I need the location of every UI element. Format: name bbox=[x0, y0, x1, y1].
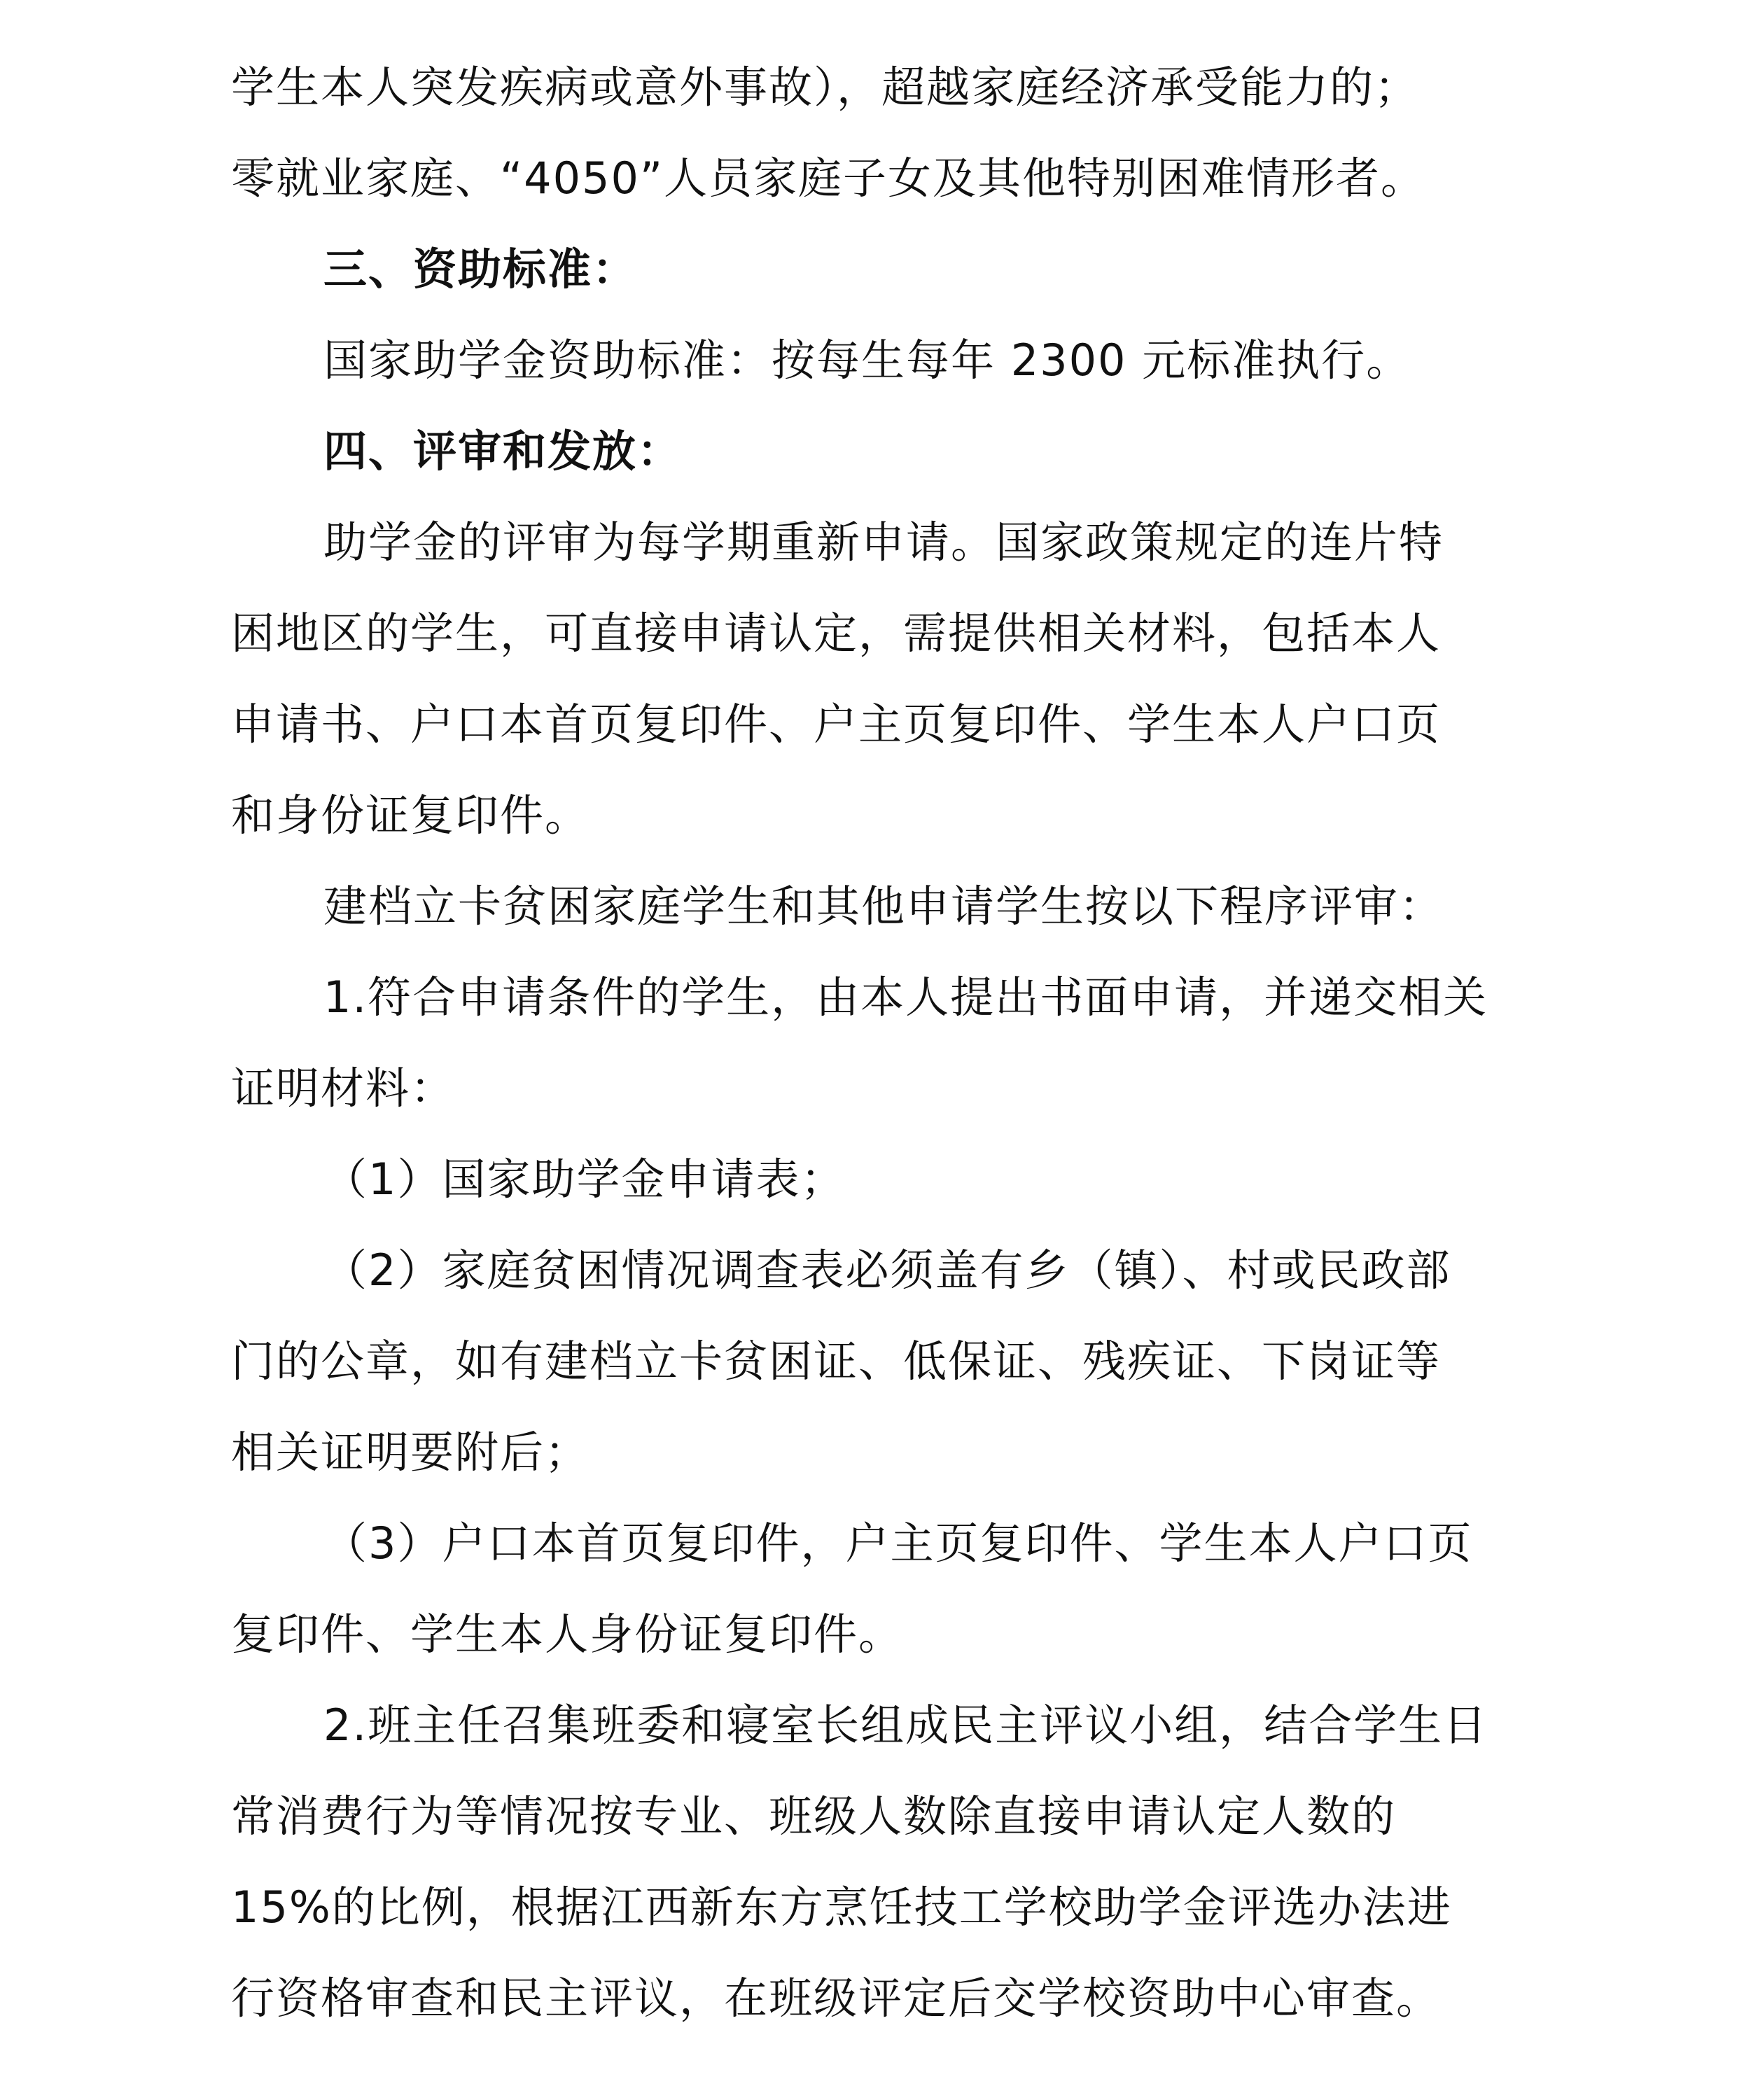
text-line: 相关证明要附后； bbox=[231, 1427, 590, 1478]
text-line: 零就业家庭、“4050”人员家庭子女及其他特别困难情形者。 bbox=[231, 153, 1426, 204]
text-line: 门的公章，如有建档立卡贫困证、低保证、残疾证、下岗证等 bbox=[231, 1336, 1442, 1387]
text-line: 2.班主任召集班委和寝室长组成民主评议小组，结合学生日 bbox=[323, 1700, 1488, 1751]
section-heading-funding-standard: 三、资助标准： bbox=[323, 244, 638, 295]
text-line: 1.符合申请条件的学生，由本人提出书面申请，并递交相关 bbox=[323, 972, 1488, 1023]
text-line: 15%的比例，根据江西新东方烹饪技工学校助学金评选办法进 bbox=[231, 1882, 1452, 1933]
text-line: 常消费行为等情况按专业、班级人数除直接申请认定人数的 bbox=[231, 1791, 1397, 1842]
text-line: 助学金的评审为每学期重新申请。国家政策规定的连片特 bbox=[323, 517, 1444, 568]
list-item: （3）户口本首页复印件，户主页复印件、学生本人户口页 bbox=[323, 1518, 1473, 1569]
text-line: 申请书、户口本首页复印件、户主页复印件、学生本人户口页 bbox=[231, 699, 1442, 750]
text-line: 行资格审查和民主评议，在班级评定后交学校资助中心审查。 bbox=[231, 1973, 1442, 2024]
document-page bbox=[231, 42, 1533, 2044]
text-line: 学生本人突发疾病或意外事故），超越家庭经济承受能力的； bbox=[231, 62, 1420, 113]
list-item: （2）家庭贫困情况调查表必须盖有乡（镇）、村或民政部 bbox=[323, 1245, 1451, 1296]
text-line: 证明材料： bbox=[231, 1063, 456, 1114]
text-line: 复印件、学生本人身份证复印件。 bbox=[231, 1609, 904, 1660]
text-line: 困地区的学生，可直接申请认定，需提供相关材料，包括本人 bbox=[231, 608, 1442, 659]
text-line: 建档立卡贫困家庭学生和其他申请学生按以下程序评审： bbox=[323, 881, 1444, 932]
text-line: 国家助学金资助标准：按每生每年 2300 元标准执行。 bbox=[323, 335, 1411, 386]
text-line: 和身份证复印件。 bbox=[231, 790, 590, 841]
list-item: （1）国家助学金申请表； bbox=[323, 1154, 846, 1205]
section-heading-review-and-payment: 四、评审和发放： bbox=[323, 426, 683, 477]
